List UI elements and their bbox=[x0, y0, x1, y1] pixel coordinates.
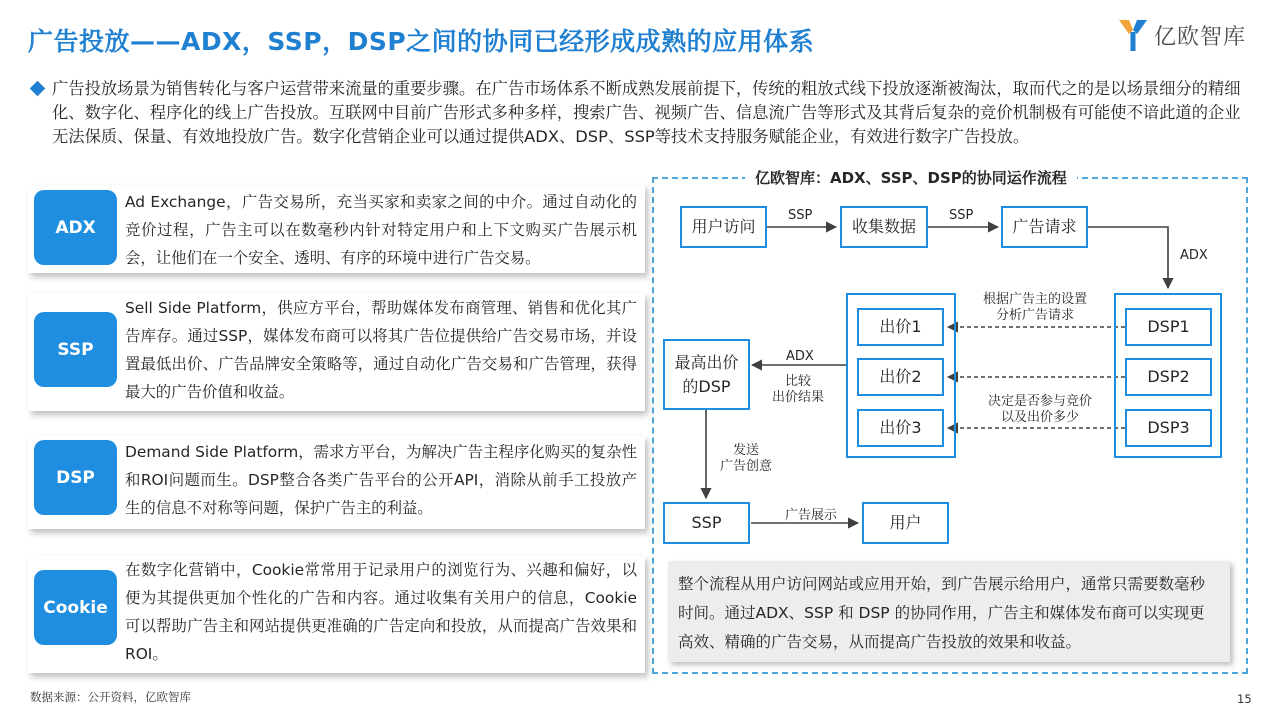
label-analyze-line1: 根据广告主的设置 bbox=[982, 292, 1087, 307]
card-dsp-text: Demand Side Platform，需求方平台，为解决广告主程序化购买的复杂性和ROI问题而生。DSP整合各类广告平台的公开API，消除从前手工投放产生的信息不对称等问题，保护广告主的利益。 bbox=[125, 443, 637, 517]
badge-adx: ADX bbox=[34, 190, 117, 265]
node-bid1: 出价1 bbox=[857, 308, 944, 346]
label-ssp-2: SSP bbox=[949, 208, 974, 223]
page-title: 广告投放——ADX，SSP，DSP之间的协同已经形成成熟的应用体系 bbox=[28, 27, 815, 56]
data-source: 数据来源：公开资料，亿欧智库 bbox=[30, 690, 191, 704]
label-adx-2: ADX bbox=[786, 349, 814, 364]
node-bid3: 出价3 bbox=[857, 409, 944, 447]
label-compare-line1: 比较 bbox=[784, 374, 811, 389]
label-adx-1: ADX bbox=[1180, 248, 1208, 263]
label-send-line2: 广告创意 bbox=[719, 459, 772, 474]
badge-ssp: SSP bbox=[34, 312, 117, 387]
label-send bbox=[713, 443, 779, 475]
node-dsp1: DSP1 bbox=[1125, 308, 1212, 346]
node-user-visit: 用户访问 bbox=[680, 206, 767, 248]
label-compare-line2: 出价结果 bbox=[771, 390, 824, 405]
page-number: 15 bbox=[1237, 692, 1252, 706]
label-decide bbox=[985, 394, 1095, 426]
node-highest-line1: 最高出价 bbox=[674, 352, 739, 372]
label-decide-line2: 以及出价多少 bbox=[1000, 410, 1079, 425]
node-collect-data: 收集数据 bbox=[840, 206, 928, 248]
node-dsp3: DSP3 bbox=[1125, 409, 1212, 447]
label-send-line1: 发送 bbox=[732, 443, 759, 458]
card-adx-text: Ad Exchange，广告交易所，充当买家和卖家之间的中介。通过自动化的竞价过程，广告主可以在数毫秒内针对特定用户和上下文购买广告展示机会，让他们在一个安全、透明、有序的环境中进行广告交易。 bbox=[125, 193, 637, 267]
label-compare bbox=[765, 374, 831, 406]
node-ssp: SSP bbox=[663, 502, 750, 544]
node-user: 用户 bbox=[862, 502, 949, 544]
logo-text: 亿欧智库 bbox=[1154, 24, 1247, 50]
node-ad-request: 广告请求 bbox=[1001, 206, 1088, 248]
node-highest-bid-dsp bbox=[663, 339, 750, 410]
diagram-title: 亿欧智库：ADX、SSP、DSP的协同运作流程 bbox=[745, 167, 1077, 188]
badge-dsp: DSP bbox=[34, 440, 117, 515]
label-display: 广告展示 bbox=[785, 508, 838, 523]
card-ssp-text: Sell Side Platform，供应方平台，帮助媒体发布商管理、销售和优化其广告库存。通过SSP，媒体发布商可以将其广告位提供给广告交易市场，并设置最低出价、广告品牌安全策略等，通过自动化广告交易和广告管理，获得最大的广告价值和收益。 bbox=[125, 299, 637, 401]
node-highest-line2: 的DSP bbox=[682, 376, 731, 396]
diagram-summary: 整个流程从用户访问网站或应用开始，到广告展示给用户，通常只需要数毫秒时间。通过ADX、SSP 和 DSP 的协同作用，广告主和媒体发布商可以实现更高效、精确的广告交易，从而提高广告投放的效果和收益。 bbox=[668, 561, 1230, 662]
card-cookie-text: 在数字化营销中，Cookie常常用于记录用户的浏览行为、兴趣和偏好，以便为其提供更加个性化的广告和内容。通过收集有关用户的信息，Cookie可以帮助广告主和网站提供更准确的广告定向和投放，从而提高广告效果和ROI。 bbox=[125, 561, 637, 663]
arrow-request-dsp bbox=[1088, 227, 1168, 288]
node-bid2: 出价2 bbox=[857, 358, 944, 396]
label-analyze-line2: 分析广告请求 bbox=[995, 308, 1074, 323]
intro-text: 广告投放场景为销售转化与客户运营带来流量的重要步骤。在广告市场体系不断成熟发展前提下，传统的粗放式线下投放逐渐被淘汰，取而代之的是以场景细分的精细化、数字化、程序化的线上广告投放。互联网中目前广告形式多种多样，搜索广告、视频广告、信息流广告等形式及其背后复杂的竞价机制极有可能使不谙此道的企业无法保质、保量、有效地投放广告。数字化营销企业可以通过提供ADX、DSP、SSP等技术支持服务赋能企业，有效进行数字广告投放。 bbox=[52, 79, 1241, 146]
label-ssp-1: SSP bbox=[788, 208, 813, 223]
label-decide-line1: 决定是否参与竞价 bbox=[987, 394, 1092, 409]
label-analyze bbox=[980, 292, 1090, 324]
badge-cookie: Cookie bbox=[34, 570, 117, 645]
node-dsp2: DSP2 bbox=[1125, 358, 1212, 396]
